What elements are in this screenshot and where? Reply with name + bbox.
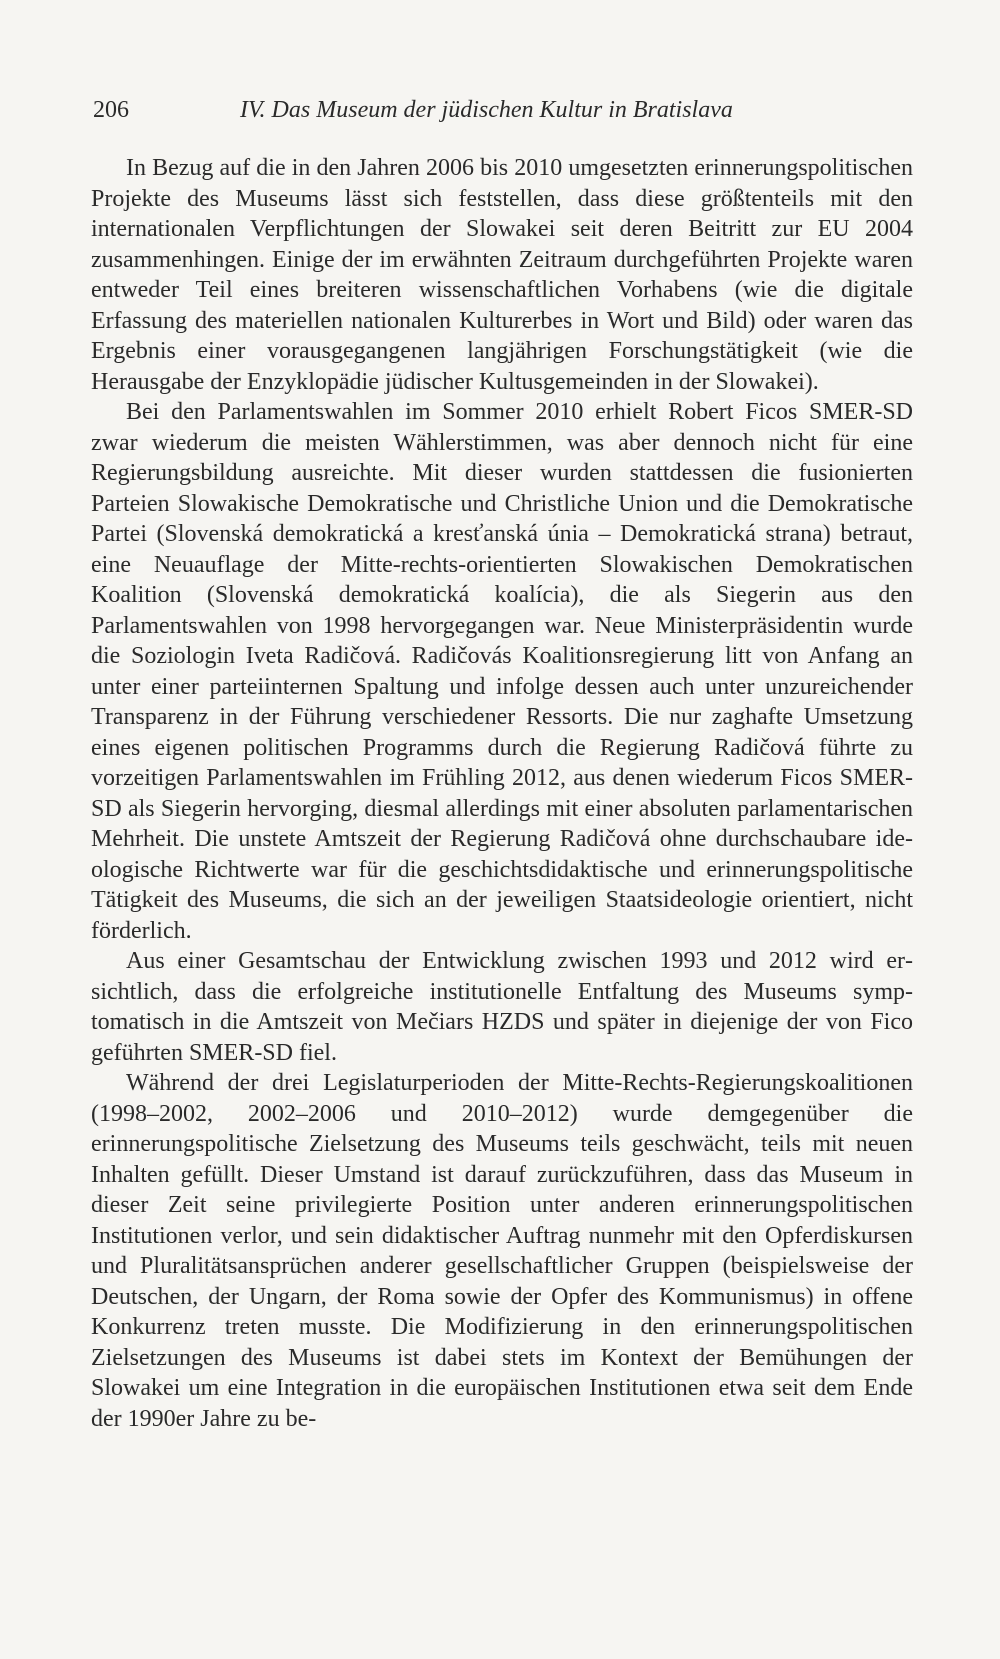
paragraph: Bei den Parlamentswahlen im Sommer 2010 erhielt Robert Ficos SMER-SD zwar wiederum die meisten Wählerstimmen, was aber dennoch nicht für eine Regierungsbildung ausreichte. Mit dieser wurden stattdessen die fusionierten Parteien Slowakische Demokratische und Christliche Union und die Demokratische Partei (Slovenská demokratická a kresťanská únia – Demokratická strana) betraut, eine Neuauflage der Mitte-rechts-orientierten Slowakischen Demokratischen Koalition (Slovenská demokratická koalícia), die als Siegerin aus den Parlamentswahlen von 1998 hervorgegangen war. Neue Ministerpräsidentin wurde die Soziologin Iveta Radičová. Radičovás Koalitionsregierung litt von Anfang an unter einer parteiinternen Spaltung und infolge dessen auch unter unzureichender Transparenz in der Führung verschiedener Ressorts. Die nur zaghafte Umsetzung eines eigenen politischen Programms durch die Regierung Radičová führte zu vorzeitigen Parlamentswahlen im Frühling 2012, aus denen wiederum Ficos SMER-SD als Siegerin hervorging, diesmal allerdings mit einer absoluten parlamentarischen Mehrheit. Die unstete Amtszeit der Regierung Radičová ohne durchschaubare ideologische Richtwerte war für die geschichtsdidaktische und erinnerungspolitische Tätigkeit des Museums, die sich an der jeweiligen Staatsideologie orientiert, nicht förderlich. [91,399,913,944]
running-head: IV. Das Museum der jüdischen Kultur in Bratislava [240,97,733,123]
paragraph: Aus einer Gesamtschau der Entwicklung zwischen 1993 und 2012 wird ersichtlich, dass die erfolgreiche institutionelle Entfaltung des Museums symptomatisch in die Amtszeit von Mečiars HZDS und später in diejenige der von Fico geführten SMER-SD fiel. [91,948,913,1066]
page-number: 206 [93,97,129,123]
body-text [91,153,913,1434]
paragraph: In Bezug auf die in den Jahren 2006 bis 2010 umgesetzten erinnerungspolitischen Projekte des Museums lässt sich feststellen, dass diese größtenteils mit den internationalen Verpflichtungen der Slowakei seit deren Beitritt zur EU 2004 zusammenhingen. Einige der im erwähnten Zeitraum durchgeführten Projekte waren entweder Teil eines breiteren wissenschaftlichen Vorhabens (wie die digitale Erfassung des materiellen nationalen Kulturerbes in Wort und Bild) oder waren das Ergebnis einer vorausgegangenen langjährigen Forschungstätigkeit (wie die Herausgabe der Enzyklopädie jüdischer Kultusgemeinden in der Slowakei). [91,155,913,395]
page-header [93,90,913,130]
paragraph: Während der drei Legislaturperioden der Mitte-Rechts-Regierungskoalitionen (1998–2002, 2002–2006 und 2010–2012) wurde demgegenüber die erinnerungspolitische Zielsetzung des Museums teils geschwächt, teils mit neuen Inhalten gefüllt. Dieser Umstand ist darauf zurückzuführen, dass das Museum in dieser Zeit seine privilegierte Position unter anderen erinnerungspolitischen Institutionen verlor, und sein didaktischer Auftrag nunmehr mit den Opferdiskursen und Pluralitätsansprüchen anderer gesellschaftlicher Gruppen (beispielsweise der Deutschen, der Ungarn, der Roma sowie der Opfer des Kommunismus) in offene Konkurrenz treten musste. Die Modifizierung in den erinnerungspolitischen Zielsetzungen des Museums ist dabei stets im Kontext der Bemühungen der Slowakei um eine Integration in die europäischen Institutionen etwa seit dem Ende der 1990er Jahre zu be- [91,1070,913,1432]
